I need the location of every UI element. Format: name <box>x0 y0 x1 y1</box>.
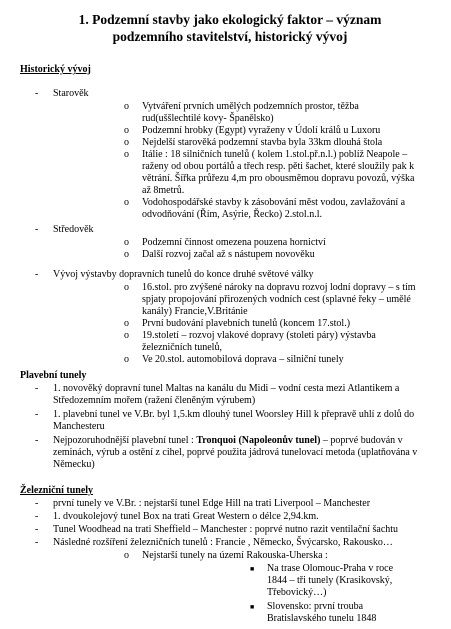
section-zeleznicni-tunely <box>0 498 451 625</box>
list-item: o Podzemní činnost omezena pouzena hornictví <box>124 237 326 248</box>
heading-historicky-vyvoj: Historický vývoj <box>20 64 91 75</box>
list-item: - Nejpozoruhodnější plavební tunel : Tronquoi (Napoleonův tunel) – poprvé budován v zeminách, výrub a ostění z cihel, poprvé použita jádrová tunelovací metoda (uplatňována v Německu) <box>35 435 418 470</box>
list-item: o 16.stol. pro zvýšené nároky na dopravu rozvoj lodní dopravy – s tím spjaty propojování přirozených vodních cest (splavné řeky – umělé kanály) Francie,V.Británie <box>124 282 416 317</box>
title-line-2: podzemního stavitelství, historický vývoj <box>112 29 348 44</box>
list-item: o Itálie : 18 silničních tunelů ( kolem 1.stol.př.n.l.) poblíž Neapole – raženy od obou portálů a třech resp. pěti šachet, které sloužily pak k větrání. Šířka průřezu 4,m pro obousměmou dopravu povozů, výška až 8metrů. <box>124 149 415 196</box>
section-historicky-vyvoj <box>0 88 451 366</box>
list-item: o První budování plavebních tunelů (koncem 17.stol.) <box>124 318 351 329</box>
list-item-stredovek: - Středověk o Podzemní činnost omezena pouzena hornictví o Další rozvoj začal až s nástupem novověku <box>0 224 451 261</box>
title-line-1: 1. Podzemní stavby jako ekologický faktor – význam <box>78 12 382 27</box>
list-item: o Vodohospodářské stavby k zásobování měst vodou, zavlažování a odvodňování (Řím, Asýrie, Řecko) 2.stol.n.l. <box>124 197 406 220</box>
list-item: ■ Na trase Olomouc-Praha v roce 1844 – tři tunely (Krasikovský, Třebovický…) <box>250 563 394 598</box>
list-item: o Vytváření prvních umělých podzemních prostor, těžba rud(uššlechtilé kovy- Španělsko) <box>124 101 359 124</box>
list-item: o Další rozvoj začal až s nástupem novověku <box>124 249 315 260</box>
list-item: - Následné rozšíření železničních tunelů : Francie , Německo, Švýcarsko, Rakousko… o Nejstarší tunely na území Rakouska-Uherska : ■ Na trase Olomouc-Praha v roce 1844 – tři tunely (Krasikovský, Třebovický…) ■ Slovensko: první trouba Bratislavského tunelu 1848 <box>0 537 451 625</box>
tunnel-name-bold: Tronquoi (Napoleonův tunel) <box>196 435 321 446</box>
list-item: - 1. dvoukolejový tunel Box na trati Great Western o délce 2,94.km. <box>35 511 319 522</box>
list-item: - první tunely ve V.Br. : nejstarší tunel Edge Hill na trati Liverpool – Manchester <box>35 498 371 509</box>
heading-zeleznicni-tunely: Železniční tunely <box>20 485 94 496</box>
list-item: - 1. plavební tunel ve V.Br. byl 1,5.km dlouhý tunel Woorsley Hill k přepravě uhlí z dolů do Manchesteru <box>35 409 415 432</box>
list-item: - Tunel Woodhead na trati Sheffield – Manchester : poprvé nutno razit ventilační šachtu <box>35 524 399 535</box>
list-item: ■ Slovensko: první trouba Bratislavského tunelu 1848 <box>250 601 377 624</box>
document-title <box>40 11 420 45</box>
list-item-vyvoj: - Vývoj výstavby dopravních tunelů do konce druhé světové války o 16.stol. pro zvýšené nároky na dopravu rozvoj lodní dopravy – s tím spjaty propojování přirozených vodních cest (splavné řeky – umělé kanály) Francie,V.Británie o První budování plavebních tunelů (koncem 17.stol.) o 19.století – rozvoj vlakové dopravy (stoleti páry) výstavba železničních tunelů, o Ve 20.stol. automobilová doprava – silniční tunely <box>0 269 451 366</box>
list-item: o Podzemní hrobky (Egypt) vyraženy v Údolí králů u Luxoru <box>124 125 381 136</box>
section-plavebni-tunely <box>0 383 451 471</box>
list-item: o Nejstarší tunely na území Rakouska-Uherska : ■ Na trase Olomouc-Praha v roce 1844 – tři tunely (Krasikovský, Třebovický…) ■ Slovensko: první trouba Bratislavského tunelu 1848 <box>53 550 433 625</box>
list-item: - 1. novověký dopravní tunel Maltas na kanálu du Midi – vodní cesta mezi Atlantikem a Středozemním mořem (ražení členěným výrubem) <box>35 383 400 406</box>
list-item: o Nejdelší starověká podzemní stavba byla 33km dlouhá štola <box>124 137 383 148</box>
list-item-starovek: - Starověk o Vytváření prvních umělých podzemních prostor, těžba rud(uššlechtilé kovy- Španělsko) o Podzemní hrobky (Egypt) vyraženy v Údolí králů u Luxoru o Nejdelší starověká podzemní stavba byla 33km dlouhá štola o Itálie : 18 silničních tunelů ( kolem 1.stol.př.n.l.) poblíž Neapole – raženy od obou portálů a třech resp. pěti šachet, které sloužily pak k větrání. Šířka průřezu 4,m pro obousměmou dopravu povozů, výška až 8metrů. o Vodohospodářské stavby k zásobování měst vodou, zavlažování a odvodňování (Řím, Asýrie, Řecko) 2.stol.n.l. <box>0 88 451 221</box>
list-item: o 19.století – rozvoj vlakové dopravy (stoleti páry) výstavba železničních tunelů, <box>124 330 376 353</box>
heading-plavebni-tunely: Plavební tunely <box>20 370 87 381</box>
list-item: o Ve 20.stol. automobilová doprava – silniční tunely <box>124 354 344 365</box>
